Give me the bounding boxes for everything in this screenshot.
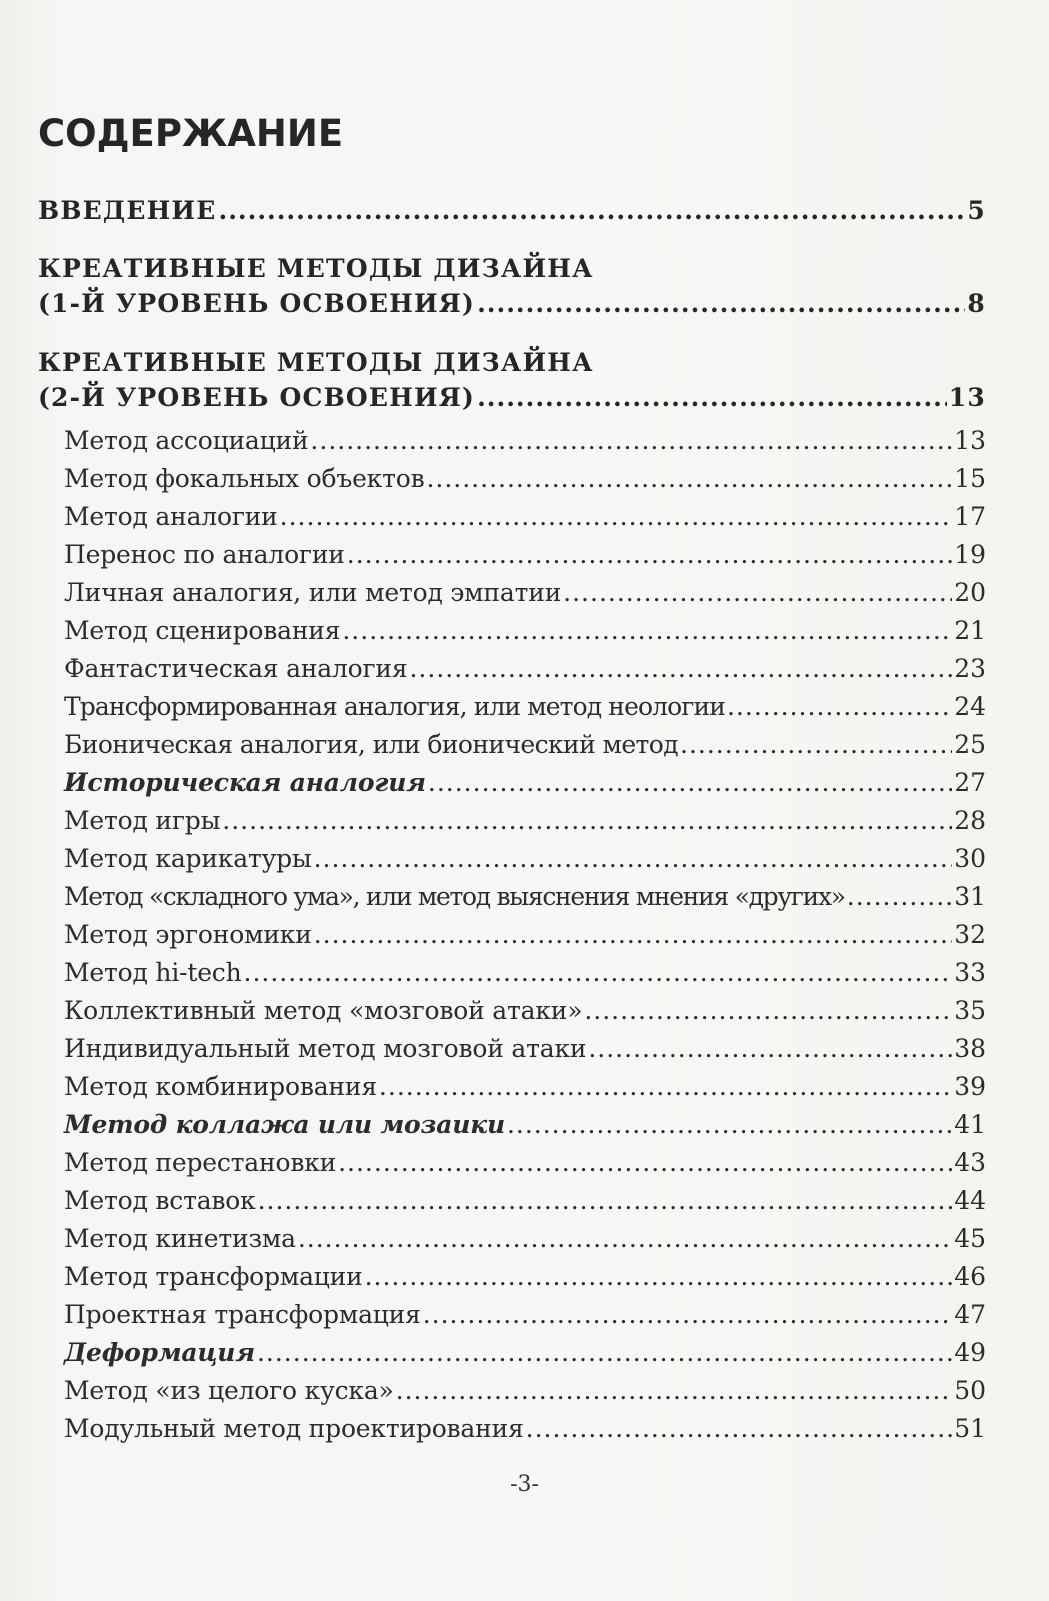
toc-entry-label: ВВЕДЕНИЕ xyxy=(38,196,217,225)
toc-entry xyxy=(38,1034,986,1063)
toc-entry xyxy=(38,1072,986,1101)
toc-entry-section-1 xyxy=(38,289,986,318)
dot-leader xyxy=(342,616,952,645)
dot-leader xyxy=(727,692,952,721)
dot-leader xyxy=(563,578,952,607)
toc-entry-label: Метод карикатуры xyxy=(64,844,312,873)
toc-entry-label: Метод перестановки xyxy=(64,1148,337,1177)
toc-page-number: 35 xyxy=(954,996,986,1025)
toc-page-number: 44 xyxy=(954,1186,986,1215)
toc-entry-label: Перенос по аналогии xyxy=(64,540,345,569)
dot-leader xyxy=(526,1414,953,1443)
toc-page-number: 24 xyxy=(954,692,986,721)
toc-entry-label: Коллективный метод «мозговой атаки» xyxy=(64,996,583,1025)
toc-page-number: 5 xyxy=(967,196,986,225)
toc-page-number: 49 xyxy=(954,1338,986,1367)
toc-entry-emphasized xyxy=(38,1110,986,1139)
toc-page-number: 47 xyxy=(954,1300,986,1329)
page-number-footer: -3- xyxy=(510,1472,539,1497)
toc-entry-intro xyxy=(38,196,986,225)
toc-entry-label: Метод коллажа или мозаики xyxy=(64,1110,505,1139)
toc-entry-label: Метод трансформации xyxy=(64,1262,363,1291)
toc-entry-label: Метод игры xyxy=(64,806,221,835)
toc-entry xyxy=(38,1224,986,1253)
toc-page-number: 23 xyxy=(954,654,986,683)
dot-leader xyxy=(409,654,952,683)
toc-entry xyxy=(38,958,986,987)
toc-entry xyxy=(38,920,986,949)
dot-leader xyxy=(507,1110,952,1139)
toc-entry-label: Метод кинетизма xyxy=(64,1224,296,1253)
toc-page-number: 33 xyxy=(954,958,986,987)
toc-entry xyxy=(38,1414,986,1443)
dot-leader xyxy=(219,196,966,225)
toc-page-number: 13 xyxy=(954,426,986,455)
toc-page-number: 19 xyxy=(954,540,986,569)
dot-leader xyxy=(847,882,952,911)
dot-leader xyxy=(298,1224,952,1253)
toc-entry xyxy=(38,502,986,531)
toc-page-number: 21 xyxy=(954,616,986,645)
toc-entry-label: Фантастическая аналогия xyxy=(64,654,408,683)
toc-entry-label: Метод «из целого куска» xyxy=(64,1376,394,1405)
dot-leader xyxy=(338,1148,952,1177)
dot-leader xyxy=(379,1072,952,1101)
toc-entry-label: Трансформированная аналогия, или метод неологии xyxy=(64,692,725,721)
toc-entry-label: Историческая аналогия xyxy=(64,768,426,797)
dot-leader xyxy=(396,1376,953,1405)
toc-entry xyxy=(38,654,986,683)
dot-leader xyxy=(584,996,952,1025)
toc-entry-label: (2-Й УРОВЕНЬ ОСВОЕНИЯ) xyxy=(38,383,476,412)
toc-entry-emphasized xyxy=(38,1338,986,1367)
toc-entry xyxy=(38,730,986,759)
dot-leader xyxy=(222,806,952,835)
toc-entry-label: Деформация xyxy=(64,1338,255,1367)
toc-page-number: 32 xyxy=(954,920,986,949)
toc-entry xyxy=(38,692,986,721)
dot-leader xyxy=(477,383,947,412)
toc-page-number: 25 xyxy=(954,730,986,759)
dot-leader xyxy=(280,502,953,531)
toc-entry-label: Индивидуальный метод мозговой атаки xyxy=(64,1034,587,1063)
toc-entry xyxy=(38,996,986,1025)
toc-page-number: 43 xyxy=(954,1148,986,1177)
toc-page-number: 51 xyxy=(954,1414,986,1443)
dot-leader xyxy=(257,1338,952,1367)
toc-entry-label: Метод аналогии xyxy=(64,502,278,531)
toc-page-number: 17 xyxy=(954,502,986,531)
toc-entry xyxy=(38,806,986,835)
toc-entry-label: Личная аналогия, или метод эмпатии xyxy=(64,578,562,607)
toc-entry-emphasized xyxy=(38,768,986,797)
toc-entry xyxy=(38,540,986,569)
dot-leader xyxy=(310,426,952,455)
toc-page-number: 31 xyxy=(954,882,986,911)
toc-page-number: 46 xyxy=(954,1262,986,1291)
toc-page-number: 39 xyxy=(954,1072,986,1101)
dot-leader xyxy=(477,289,965,318)
toc-entry-section-2 xyxy=(38,383,986,412)
toc-page-number: 45 xyxy=(954,1224,986,1253)
toc-entry xyxy=(38,464,986,493)
toc-entry-label: Метод «складного ума», или метод выяснения мнения «других» xyxy=(64,882,845,911)
toc-page-number: 38 xyxy=(954,1034,986,1063)
dot-leader xyxy=(314,844,953,873)
toc-entry xyxy=(38,844,986,873)
toc-entry xyxy=(38,616,986,645)
section-heading-line: КРЕАТИВНЫЕ МЕТОДЫ ДИЗАЙНА xyxy=(38,348,594,377)
dot-leader xyxy=(258,1186,953,1215)
toc-page-number: 13 xyxy=(948,383,986,412)
toc-entry xyxy=(38,1300,986,1329)
toc-page-number: 8 xyxy=(967,289,986,318)
section-heading-line: КРЕАТИВНЫЕ МЕТОДЫ ДИЗАЙНА xyxy=(38,254,594,283)
toc-entry-label: Метод эргономики xyxy=(64,920,312,949)
toc-entry-label: Проектная трансформация xyxy=(64,1300,421,1329)
toc-entry xyxy=(38,882,986,911)
toc-entry-label: Модульный метод проектирования xyxy=(64,1414,524,1443)
toc-entry xyxy=(38,578,986,607)
toc-page-number: 27 xyxy=(954,768,986,797)
toc-entry-label: Метод hi-tech xyxy=(64,958,242,987)
toc-entry-label: (1-Й УРОВЕНЬ ОСВОЕНИЯ) xyxy=(38,289,476,318)
toc-entry xyxy=(38,1262,986,1291)
dot-leader xyxy=(680,730,952,759)
dot-leader xyxy=(588,1034,952,1063)
toc-page-number: 28 xyxy=(954,806,986,835)
page-title: СОДЕРЖАНИЕ xyxy=(38,112,344,155)
toc-page-number: 41 xyxy=(954,1110,986,1139)
dot-leader xyxy=(347,540,952,569)
toc-entry xyxy=(38,426,986,455)
toc-entry-label: Метод фокальных объектов xyxy=(64,464,425,493)
dot-leader xyxy=(426,464,952,493)
toc-entry-label: Метод вставок xyxy=(64,1186,256,1215)
dot-leader xyxy=(428,768,952,797)
toc-entry xyxy=(38,1376,986,1405)
dot-leader xyxy=(423,1300,953,1329)
toc-page-number: 15 xyxy=(954,464,986,493)
toc-entry-label: Метод сценирования xyxy=(64,616,341,645)
toc-entry xyxy=(38,1186,986,1215)
toc-entry-label: Бионическая аналогия, или бионический метод xyxy=(64,730,678,759)
dot-leader xyxy=(365,1262,953,1291)
toc-page-number: 20 xyxy=(954,578,986,607)
dot-leader xyxy=(314,920,953,949)
toc-page-number: 50 xyxy=(954,1376,986,1405)
toc-entry-label: Метод комбинирования xyxy=(64,1072,377,1101)
toc-entry xyxy=(38,1148,986,1177)
toc-entry-label: Метод ассоциаций xyxy=(64,426,309,455)
dot-leader xyxy=(244,958,953,987)
toc-page-number: 30 xyxy=(954,844,986,873)
